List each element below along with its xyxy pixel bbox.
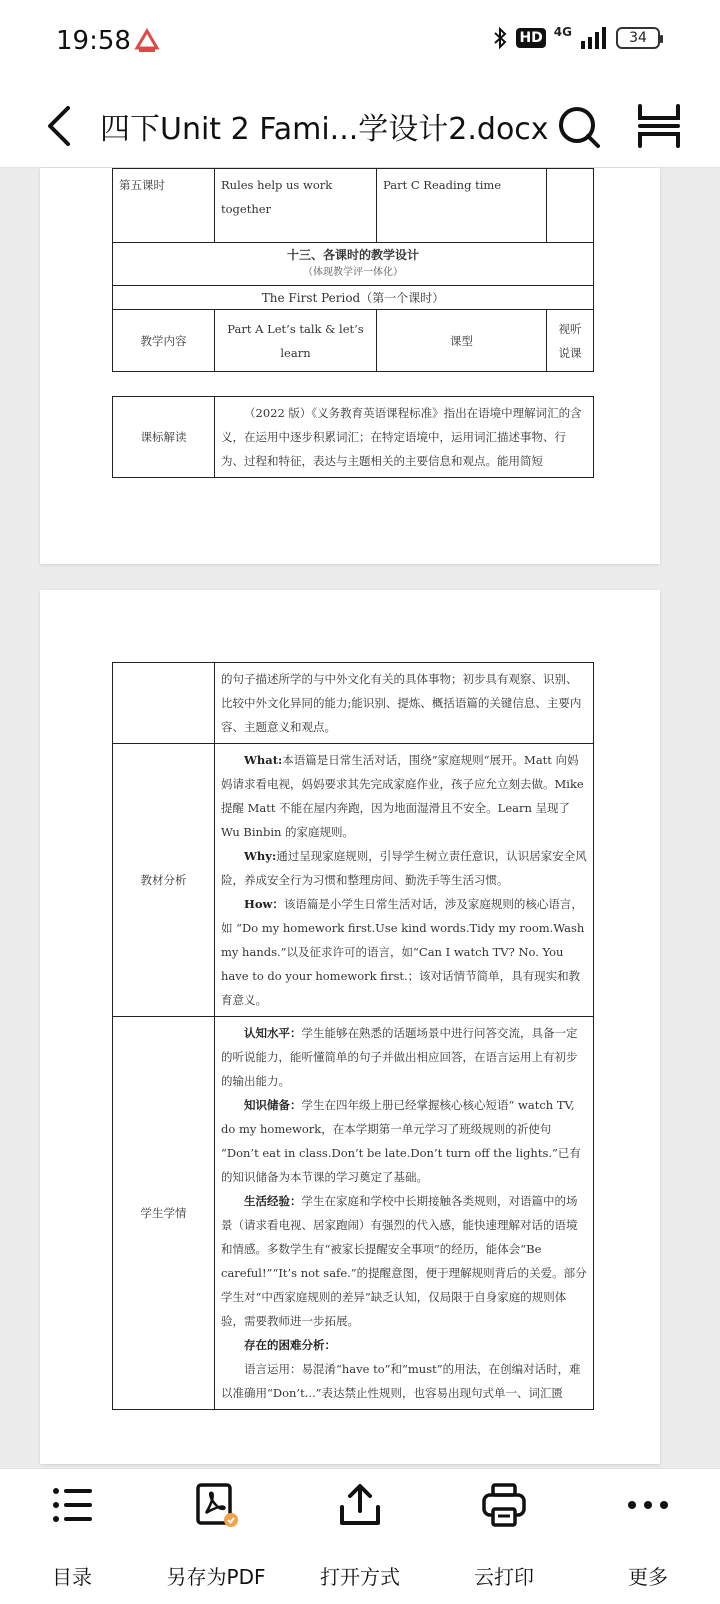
table-row xyxy=(113,169,594,243)
table-row xyxy=(113,243,594,286)
difficulty-paragraph: 语言运用：易混淆“have to”和“must”的用法，在创编对话时，难以准确用“Don’t...”表达禁止性规则，也容易出现句式单一、词汇匮 xyxy=(221,1362,581,1400)
standard-table xyxy=(112,396,594,478)
table-cell: 教学内容 xyxy=(113,310,215,372)
more-icon xyxy=(624,1481,672,1529)
back-icon[interactable] xyxy=(38,102,86,150)
toolbar-cloud-print-button[interactable] xyxy=(432,1469,576,1604)
toolbar-save-pdf-button[interactable] xyxy=(144,1469,288,1604)
how-heading: How： xyxy=(244,897,284,911)
app-logo-icon xyxy=(134,28,160,54)
knowledge-heading: 知识储备： xyxy=(244,1098,302,1112)
section-title: 十三、各课时的教学设计 xyxy=(286,248,419,262)
table-cell xyxy=(113,663,215,744)
what-heading: What: xyxy=(244,753,283,767)
table-cell: 视听说课 xyxy=(547,310,594,372)
table-cell: Rules help us work together xyxy=(215,169,377,243)
status-time: 19:58 xyxy=(56,26,131,56)
table-row xyxy=(113,663,594,744)
document-title: 四下Unit 2 Fami...学设计2.docx xyxy=(100,112,549,147)
toolbar-label: 更多 xyxy=(628,1565,668,1589)
lesson-table xyxy=(112,168,594,372)
cognition-paragraph xyxy=(221,1021,587,1093)
toolbar-more-button[interactable] xyxy=(576,1469,720,1604)
toolbar-open-with-button[interactable] xyxy=(288,1469,432,1604)
table-cell: 的句子描述所学的与中外文化有关的具体事物；初步具有观察、识别、比较中外文化异同的能力;能识别、提炼、概括语篇的关键信息、主要内容、主题意义和观点。 xyxy=(215,663,594,744)
table-cell xyxy=(215,1017,594,1410)
table-cell: 第五课时 xyxy=(113,169,215,243)
cognition-heading: 认知水平： xyxy=(244,1026,302,1040)
document-page-2 xyxy=(40,590,660,1464)
view-mode-icon[interactable] xyxy=(636,102,682,150)
bluetooth-icon xyxy=(492,26,508,50)
network-type: 4G xyxy=(553,25,572,39)
cognition-text: 学生能够在熟悉的话题场景中进行问答交流，具备一定的听说能力，能听懂简单的句子并做出相应回答，在语言运用上有初步的输出能力。 xyxy=(221,1026,578,1088)
how-paragraph xyxy=(221,892,587,1012)
table-row xyxy=(113,286,594,310)
toolbar-label: 另存为PDF xyxy=(166,1565,266,1589)
table-cell xyxy=(215,744,594,1017)
table-row xyxy=(113,744,594,1017)
hd-badge: HD xyxy=(516,28,545,48)
document-page-1 xyxy=(40,168,660,564)
table-cell: （2022 版）《义务教育英语课程标准》指出在语境中理解词汇的含义，在运用中逐步积累词汇；在特定语境中，运用词汇描述事物、行为、过程和特征，表达与主题相关的主要信息和观点。能用简短 xyxy=(215,397,594,478)
bottom-toolbar xyxy=(0,1468,720,1604)
table-cell: 课标解读 xyxy=(113,397,215,478)
search-icon[interactable] xyxy=(556,104,602,150)
why-paragraph xyxy=(221,844,587,892)
signal-icon xyxy=(580,27,608,49)
how-text: 该语篇是小学生日常生活对话，涉及家庭规则的核心语言，如 “Do my homework first.Use kind words.Tidy my room.Wash my hands.”以及征求许可的语言，如“Can I watch TV? No. You have to do your homework first.；该对话情节简单，具有现实和教育意义。 xyxy=(221,897,585,1007)
knowledge-paragraph xyxy=(221,1093,587,1189)
toolbar-label: 打开方式 xyxy=(320,1565,400,1589)
what-paragraph xyxy=(221,748,587,844)
period-title: The First Period（第一个课时） xyxy=(113,286,594,310)
life-paragraph xyxy=(221,1189,587,1333)
toolbar-contents-button[interactable] xyxy=(0,1469,144,1604)
table-cell xyxy=(113,243,594,286)
table-cell: Part A Let’s talk & let’s learn xyxy=(215,310,377,372)
battery-level: 34 xyxy=(629,30,647,46)
battery-icon xyxy=(616,27,660,49)
toolbar-label: 云打印 xyxy=(474,1565,534,1589)
table-row xyxy=(113,1017,594,1410)
table-cell: 教材分析 xyxy=(113,744,215,1017)
why-text: 通过呈现家庭规则，引导学生树立责任意识，认识居家安全风险，养成安全行为习惯和整理房间、勤洗手等生活习惯。 xyxy=(221,849,587,887)
table-cell: 学生学情 xyxy=(113,1017,215,1410)
life-heading: 生活经验： xyxy=(244,1194,302,1208)
toolbar-label: 目录 xyxy=(52,1565,92,1589)
table-cell: 课型 xyxy=(377,310,547,372)
title-bar xyxy=(0,84,720,168)
difficulty-heading: 存在的困难分析： xyxy=(244,1338,336,1352)
what-text: 本语篇是日常生活对话，围绕”家庭规则“展开。Matt 向妈妈请求看电视，妈妈要求其先完成家庭作业，孩子应允立刻去做。Mike 提醒 Matt 不能在屋内奔跑，因为地面湿滑且不安全。Learn 呈现了 Wu Binbin 的家庭规则。 xyxy=(221,753,584,839)
table-row xyxy=(113,310,594,372)
table-row xyxy=(113,397,594,478)
pdf-icon xyxy=(192,1481,240,1529)
analysis-table xyxy=(112,662,594,1410)
status-bar xyxy=(0,0,720,84)
life-text: 学生在家庭和学校中长期接触各类规则，对语篇中的场景（请求看电视、居家跑闹）有强烈的代入感，能快速理解对话的语境和情感。多数学生有“被家长提醒安全事项”的经历，能体会“Be careful!”“It’s not safe.”的提醒意图，便于理解规则背后的关爱。部分学生对“中西家庭规则的差异”缺乏认知，仅局限于自身家庭的规则体验，需要教师进一步拓展。 xyxy=(221,1194,587,1328)
table-cell: Part C Reading time xyxy=(377,169,547,243)
section-subtitle: （体现教学评一体化） xyxy=(303,267,403,278)
knowledge-text: 学生在四年级上册已经掌握核心核心短语“ watch TV, do my homework，在本学期第一单元学习了班级规则的祈使句 “Don’t eat in class.Don’t be late.Don’t turn off the lights.”已有的知识储备为本节课的学习奠定了基础。 xyxy=(221,1098,581,1184)
share-icon xyxy=(336,1481,384,1529)
print-icon xyxy=(480,1481,528,1529)
difficulty-heading-paragraph xyxy=(221,1333,587,1357)
table-cell xyxy=(547,169,594,243)
list-icon xyxy=(48,1481,96,1529)
why-heading: Why: xyxy=(244,849,277,863)
